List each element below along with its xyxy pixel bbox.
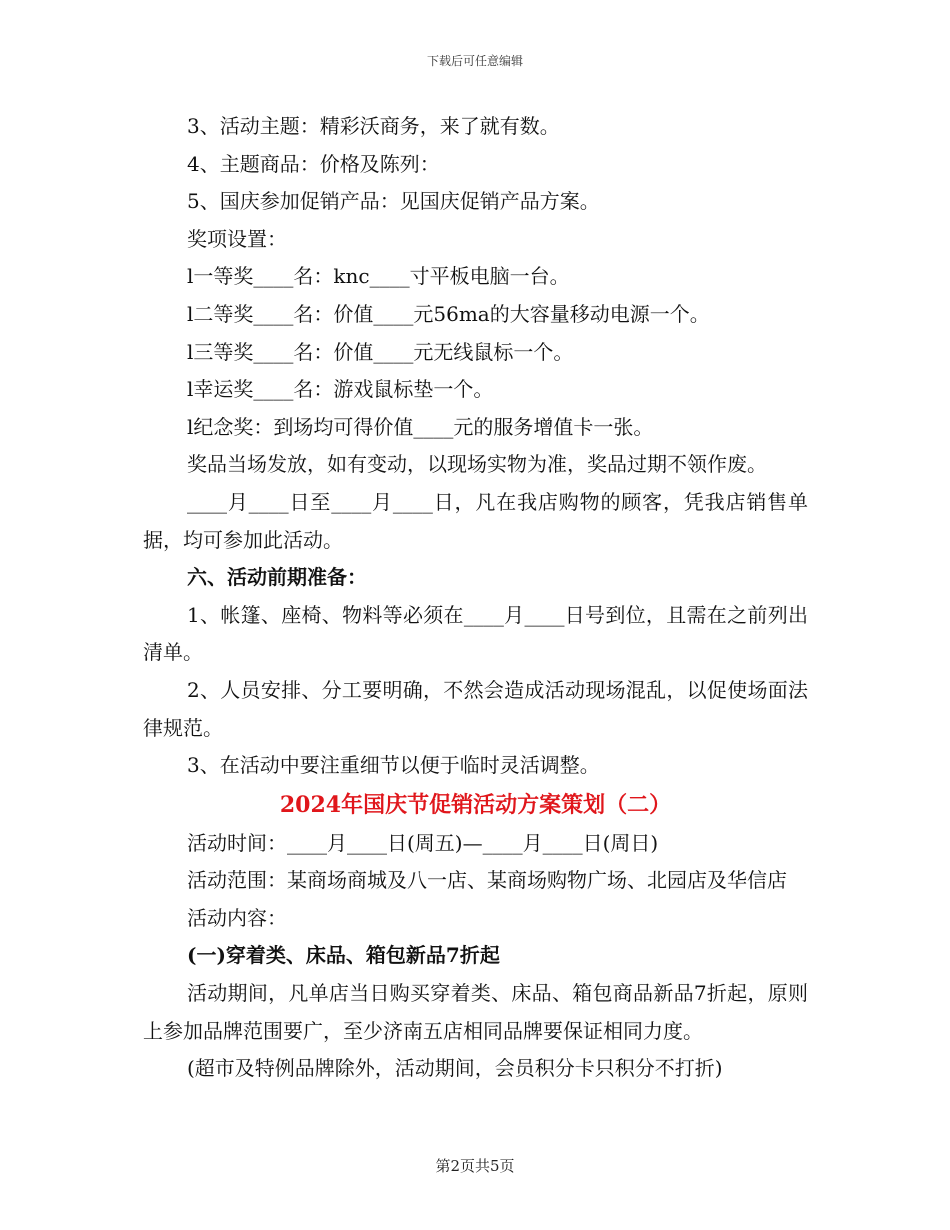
prize-note: 奖品当场发放，如有变动，以现场实物为准，奖品过期不领作废。	[187, 452, 767, 477]
page-header: 下载后可任意编辑	[426, 54, 523, 68]
document-title: 2024年国庆节促销活动方案策划（二）	[279, 791, 672, 818]
prize-first: l一等奖____名：knc____寸平板电脑一台。	[187, 264, 570, 289]
prize-second: l二等奖____名：价值____元56ma的大容量移动电源一个。	[187, 301, 710, 326]
prize-third: l三等奖____名：价值____元无线鼠标一个。	[187, 339, 574, 364]
item-promo-products: 5、国庆参加促销产品：见国庆促销产品方案。	[187, 189, 600, 214]
prize-souvenir: l纪念奖：到场均可得价值____元的服务增值卡一张。	[187, 414, 654, 439]
paragraph-prep-3: 3、在活动中要注重细节以便于临时灵活调整。	[187, 753, 600, 778]
page-footer: 第2页共5页	[435, 1157, 515, 1175]
prize-lucky: l幸运奖____名：游戏鼠标垫一个。	[187, 377, 494, 402]
item-activity-theme: 3、活动主题：精彩沃商务，来了就有数。	[187, 114, 560, 138]
paragraph-prep-1: 1、帐篷、座椅、物料等必须在____月____日号到位，且需在之前列出清单。	[143, 602, 808, 665]
item-theme-products: 4、主题商品：价格及陈列：	[187, 151, 440, 176]
paragraph-exclusion-note: (超市及特例品牌除外，活动期间，会员积分卡只积分不打折)	[187, 1056, 723, 1081]
paragraph-prep-2: 2、人员安排、分工要明确，不然会造成活动现场混乱，以促使场面法律规范。	[143, 677, 808, 740]
subsection-heading-discount: (一)穿着类、床品、箱包新品7折起	[187, 943, 500, 968]
activity-content-label: 活动内容：	[187, 905, 287, 930]
activity-time: 活动时间：____月____日(周五)—____月____日(周日)	[187, 830, 659, 855]
prize-settings-label: 奖项设置：	[187, 226, 287, 251]
document-body	[143, 108, 808, 1088]
activity-scope: 活动范围：某商场商城及八一店、某商场购物广场、北园店及华信店	[187, 868, 787, 893]
section-heading-preparation: 六、活动前期准备：	[187, 565, 367, 590]
paragraph-eligibility: ____月____日至____月____日，凡在我店购物的顾客，凭我店销售单据，均可参加此活动。	[143, 489, 808, 552]
paragraph-discount: 活动期间，凡单店当日购买穿着类、床品、箱包商品新品7折起，原则上参加品牌范围要广，至少济南五店相同品牌要保证相同力度。	[143, 981, 808, 1043]
